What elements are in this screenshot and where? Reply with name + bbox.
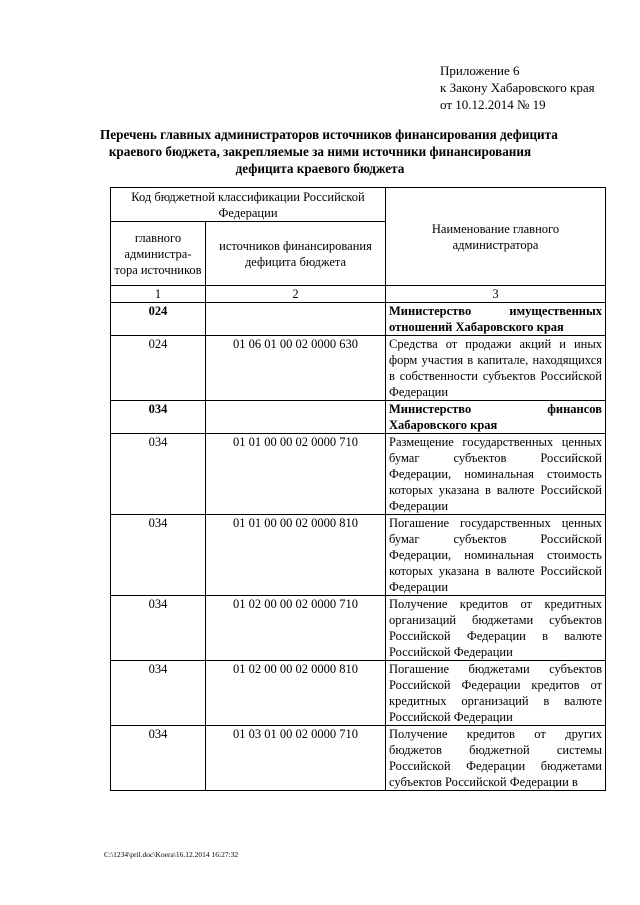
table-row xyxy=(111,303,606,336)
source-name: Получение кредитов от кредитных организаций бюджетами субъектов Российской Федерации в валюте Российской Федерации xyxy=(386,596,606,661)
header-source-code: источников финансирования дефицита бюджета xyxy=(206,222,386,286)
table-row xyxy=(111,336,606,401)
admin-code: 034 xyxy=(111,401,206,434)
appendix-header xyxy=(440,62,635,113)
appendix-law: к Закону Хабаровского края xyxy=(440,80,595,95)
column-number-3: 3 xyxy=(386,286,606,303)
source-name: Получение кредитов от других бюджетов бюджетной системы Российской Федерации бюджетами субъектов Российской Федерации в xyxy=(386,726,606,791)
source-name: Погашение бюджетами субъектов Российской Федерации кредитов от кредитных организаций в валюте Российской Федерации xyxy=(386,661,606,726)
admin-code: 034 xyxy=(111,515,206,596)
table-row xyxy=(111,661,606,726)
header-admin-code: главного администра-тора источников xyxy=(111,222,206,286)
appendix-date: от 10.12.2014 № 19 xyxy=(440,97,546,112)
document-title xyxy=(100,126,558,177)
source-code: 01 01 00 00 02 0000 810 xyxy=(206,515,386,596)
appendix-label: Приложение 6 xyxy=(440,63,520,78)
table-row xyxy=(111,726,606,791)
source-code: 01 01 00 00 02 0000 710 xyxy=(206,434,386,515)
title-line-2: краевого бюджета, закрепляемые за ними источники финансирования xyxy=(108,144,532,159)
column-number-1: 1 xyxy=(111,286,206,303)
source-code: 01 06 01 00 02 0000 630 xyxy=(206,336,386,401)
file-path-footer: C:\1234\pril.doc\Koera\16.12.2014 16:27:32 xyxy=(104,850,239,859)
source-code xyxy=(206,303,386,336)
admin-code: 034 xyxy=(111,596,206,661)
source-name: Погашение государственных ценных бумаг субъектов Российской Федерации, номинальная стоимость которых указана в валюте Российской Федерации xyxy=(386,515,606,596)
table-row xyxy=(111,401,606,434)
admin-code: 024 xyxy=(111,336,206,401)
admin-code: 034 xyxy=(111,434,206,515)
title-line-3: дефицита краевого бюджета xyxy=(235,161,405,176)
administrators-table xyxy=(110,187,606,791)
source-name: Размещение государственных ценных бумаг субъектов Российской Федерации, номинальная стоимость которых указана в валюте Российской Федерации xyxy=(386,434,606,515)
header-code-group: Код бюджетной классификации Российской Федерации xyxy=(111,188,386,222)
source-code xyxy=(206,401,386,434)
title-line-1: Перечень главных администраторов источников финансирования дефицита xyxy=(100,127,558,142)
source-code: 01 02 00 00 02 0000 710 xyxy=(206,596,386,661)
admin-name: Министерство финансов Хабаровского края xyxy=(386,401,606,434)
table-row xyxy=(111,434,606,515)
admin-code: 034 xyxy=(111,726,206,791)
table-row xyxy=(111,596,606,661)
admin-name: Министерство имущественных отношений Хабаровского края xyxy=(386,303,606,336)
source-name: Средства от продажи акций и иных форм участия в капитале, находящихся в собственности субъектов Российской Федерации xyxy=(386,336,606,401)
table-row xyxy=(111,515,606,596)
header-admin-name: Наименование главного администратора xyxy=(386,188,606,286)
source-code: 01 03 01 00 02 0000 710 xyxy=(206,726,386,791)
admin-code: 034 xyxy=(111,661,206,726)
source-code: 01 02 00 00 02 0000 810 xyxy=(206,661,386,726)
admin-code: 024 xyxy=(111,303,206,336)
column-number-2: 2 xyxy=(206,286,386,303)
